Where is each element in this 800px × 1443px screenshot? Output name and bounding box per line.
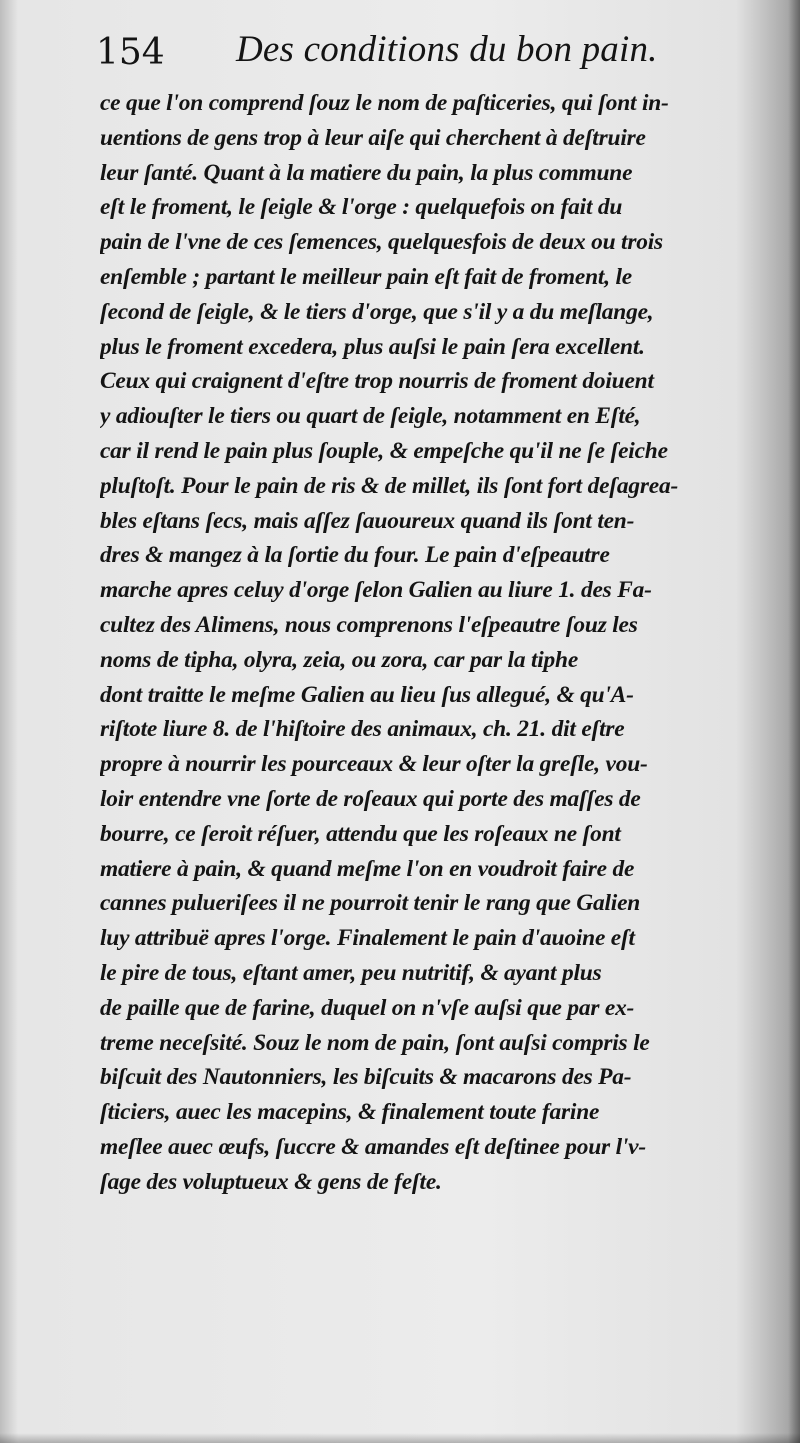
running-title: Des conditions du bon pain. — [236, 29, 658, 70]
text-line: cultez des Alimens, nous comprenons l'eſpeautre ſouz les — [100, 611, 638, 638]
text-line: uentions de gens trop à leur aiſe qui cherchent à deſtruire — [100, 124, 646, 151]
text-line: marche apres celuy d'orge ſelon Galien au liure 1. des Fa- — [100, 577, 652, 604]
text-line: propre à nourrir les pourceaux & leur oſter la greſle, vou- — [100, 751, 648, 778]
text-line: plus le froment excedera, plus auſsi le pain ſera excellent. — [100, 333, 645, 360]
text-line: luy attribuë apres l'orge. Finalement le pain d'auoine eſt — [100, 925, 635, 952]
page-bottom-shade — [0, 1433, 800, 1443]
text-line: Ceux qui craignent d'eſtre trop nourris de froment doiuent — [100, 368, 654, 395]
text-line: de paille que de farine, duquel on n'vſe auſsi que par ex- — [100, 994, 635, 1021]
text-line: car il rend le pain plus ſouple, & empeſche qu'il ne ſe ſeiche — [100, 437, 668, 464]
text-line: treme neceſsité. Souz le nom de pain, ſont auſsi compris le — [100, 1029, 650, 1056]
text-line: ſecond de ſeigle, & le tiers d'orge, que s'il y a du meſlange, — [100, 298, 654, 325]
text-line: le pire de tous, eſtant amer, peu nutritif, & ayant plus — [100, 959, 602, 986]
text-line: y adiouſter le tiers ou quart de ſeigle, notamment en Eſté, — [100, 403, 641, 430]
text-line: loir entendre vne ſorte de roſeaux qui porte des maſſes de — [100, 785, 641, 812]
text-line: leur ſanté. Quant à la matiere du pain, la plus commune — [100, 159, 633, 186]
text-line: pluſtoſt. Pour le pain de ris & de millet, ils ſont fort deſagrea- — [100, 472, 679, 499]
text-line: dres & mangez à la ſortie du four. Le pain d'eſpeautre — [100, 542, 610, 569]
text-line: matiere à pain, & quand meſme l'on en voudroit faire de — [100, 855, 635, 882]
text-line: biſcuit des Nautonniers, les biſcuits & macarons des Pa- — [100, 1064, 632, 1091]
text-line: pain de l'vne de ces ſemences, quelquesfois de deux ou trois — [100, 229, 663, 256]
text-line: dont traitte le meſme Galien au lieu ſus allegué, & qu'A- — [100, 681, 634, 708]
text-line: eſt le froment, le ſeigle & l'orge : quelquefois on fait du — [100, 194, 623, 221]
text-line: bourre, ce ſeroit réſuer, attendu que les roſeaux ne ſont — [100, 820, 621, 847]
text-line: noms de tipha, olyra, zeia, ou zora, car par la tiphe — [100, 646, 579, 673]
text-line: riſtote liure 8. de l'hiſtoire des animaux, ch. 21. dit eſtre — [100, 716, 625, 743]
page-edge-shadow — [788, 0, 800, 1443]
text-line: bles eſtans ſecs, mais aſſez ſauoureux quand ils ſont ten- — [100, 507, 635, 534]
page-header — [96, 26, 796, 86]
text-line: ſage des voluptueux & gens de feſte. — [100, 1168, 442, 1195]
text-line: enſemble ; partant le meilleur pain eſt fait de froment, le — [100, 263, 632, 290]
text-line: cannes pulueriſees il ne pourroit tenir le rang que Galien — [100, 890, 641, 917]
page-number: 154 — [96, 32, 165, 73]
text-line: meſlee auec œufs, ſuccre & amandes eſt deſtinee pour l'v- — [100, 1133, 646, 1160]
body-text — [100, 86, 782, 1200]
text-line: ſticiers, auec les macepins, & finalement toute farine — [100, 1099, 600, 1126]
text-line: ce que l'on comprend ſouz le nom de paſticeries, qui ſont in- — [100, 90, 669, 116]
